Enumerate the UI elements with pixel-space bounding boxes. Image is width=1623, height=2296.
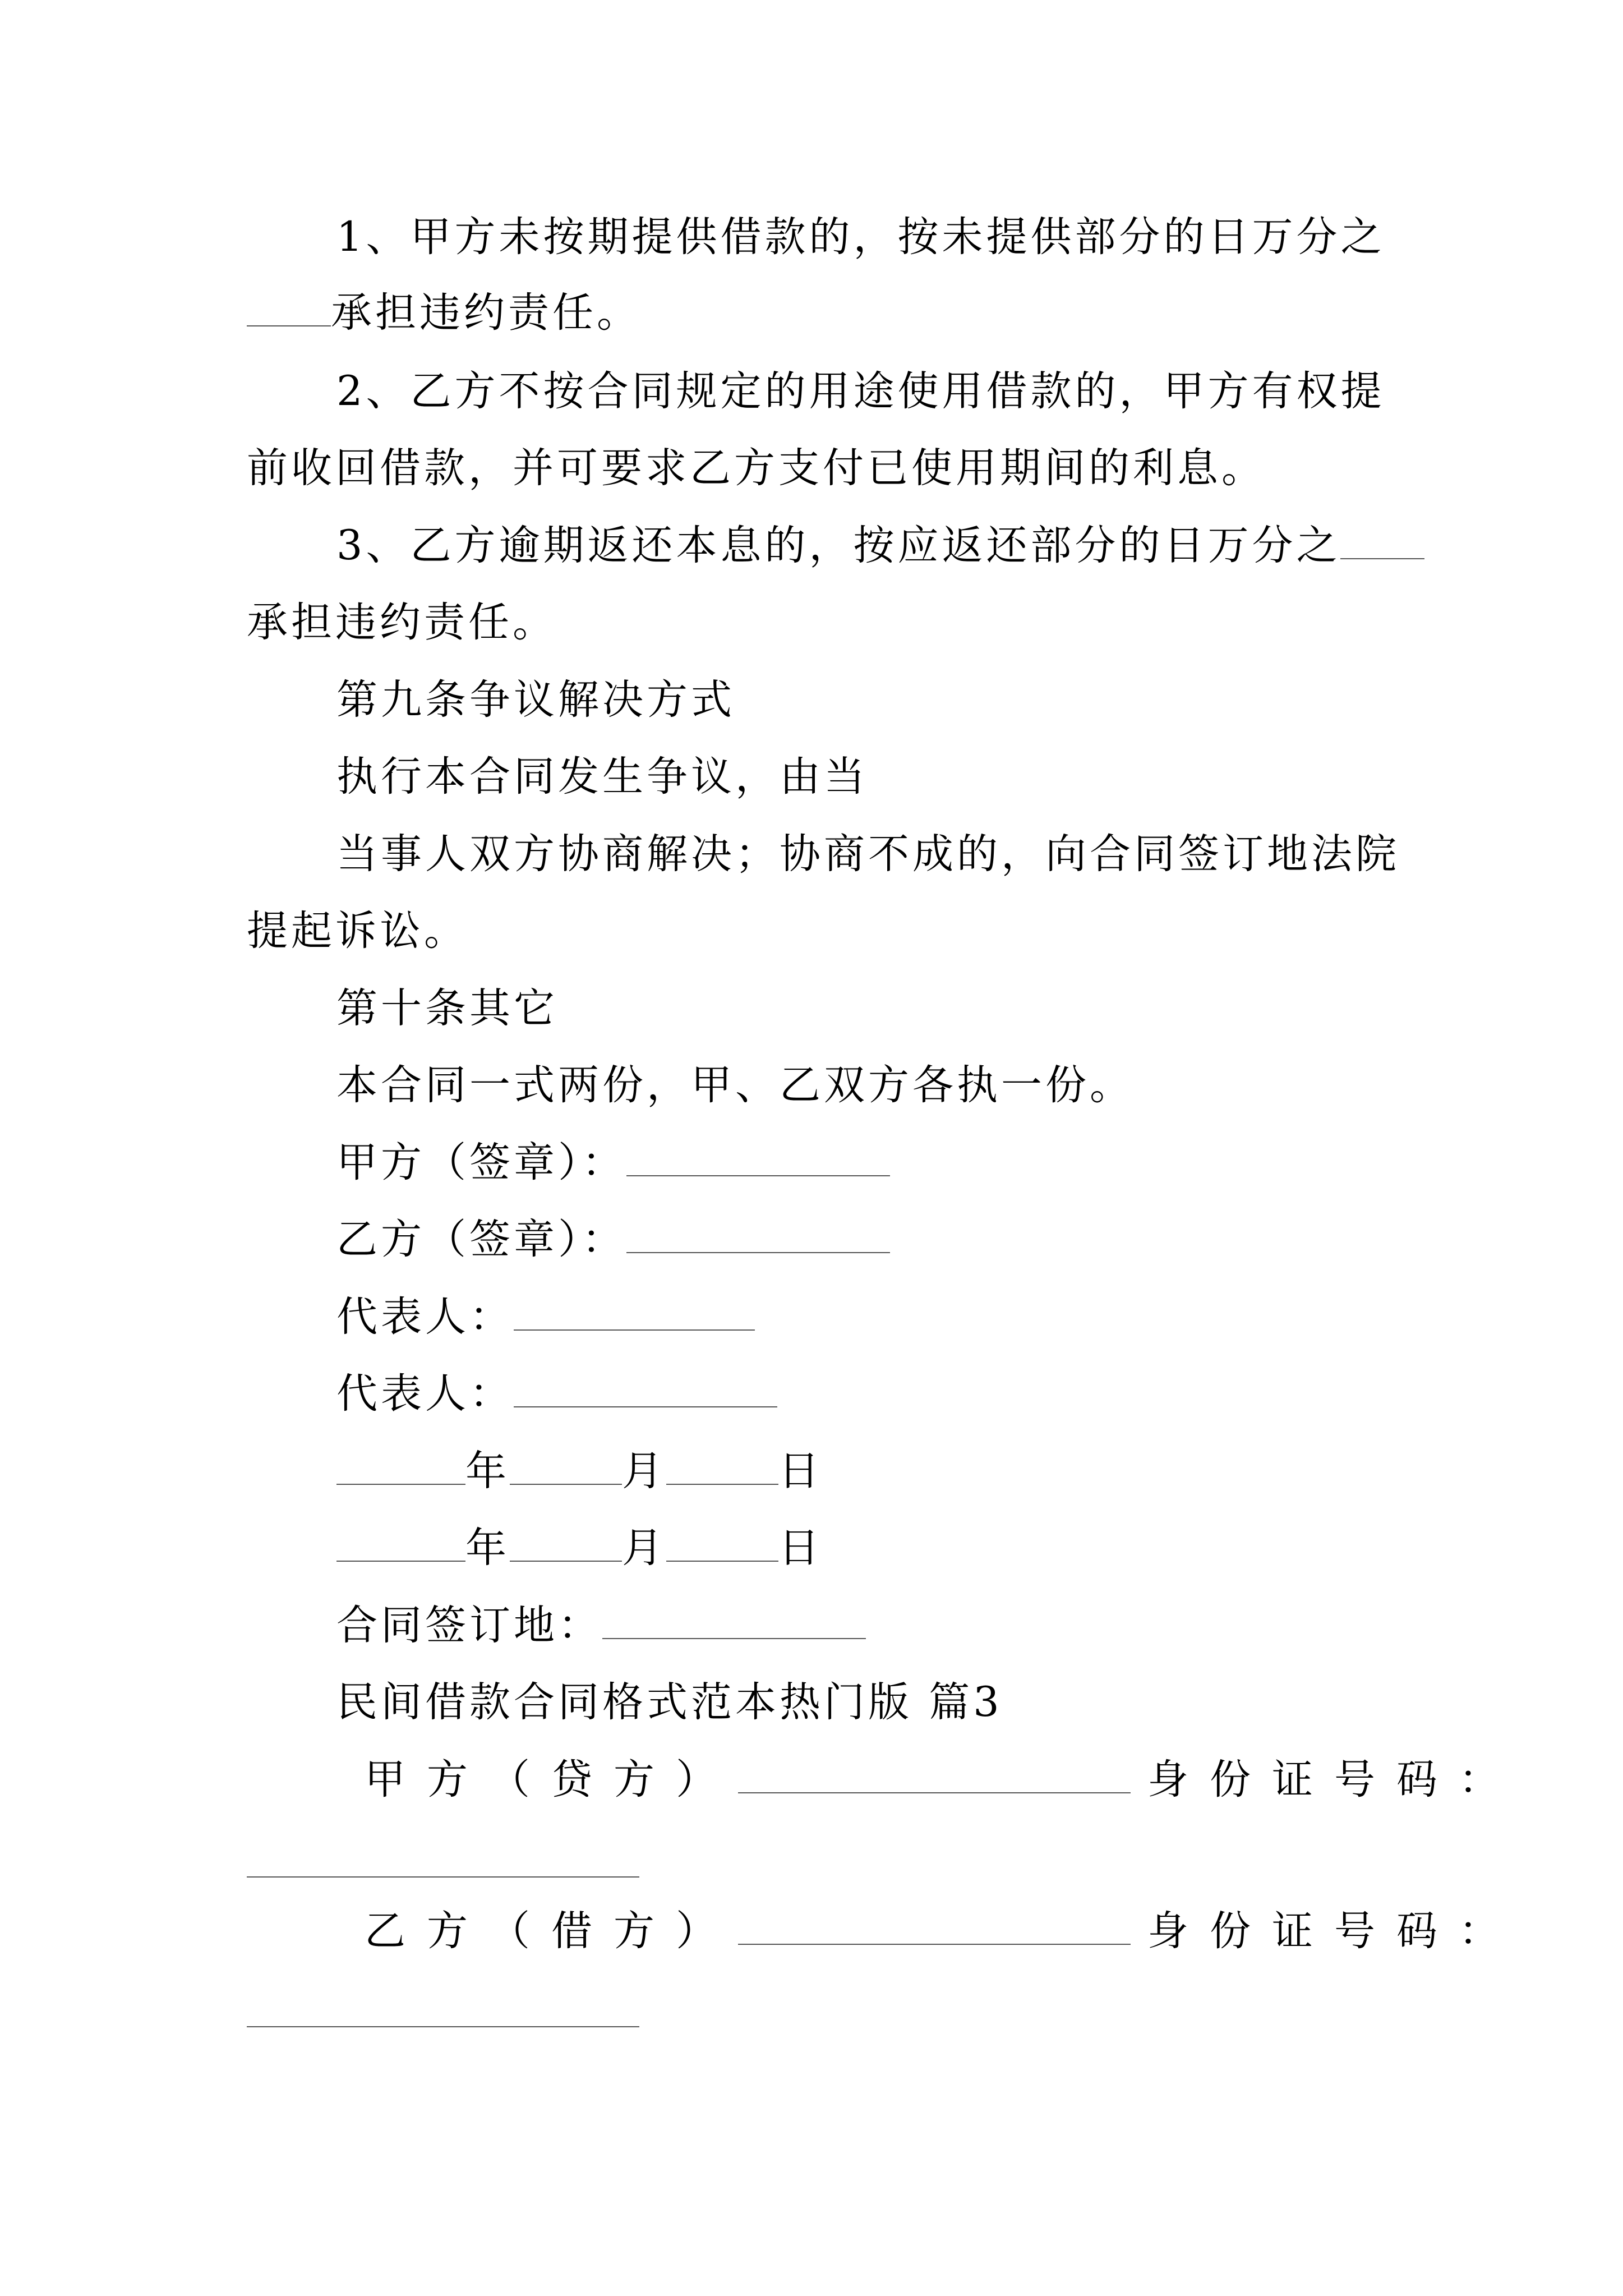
article-10-title: 第十条其它 — [336, 984, 558, 1032]
signing-place-blank — [602, 1603, 866, 1639]
day-blank-2 — [666, 1526, 778, 1562]
date-line-2 — [336, 1523, 823, 1573]
penalty-rate-blank-2 — [1340, 523, 1424, 559]
party-b-signature-label: 乙方（签章）： — [336, 1216, 626, 1263]
lender-name-blank — [738, 1757, 1131, 1793]
borrower-id-blank — [247, 2026, 639, 2027]
article-9-line-1: 执行本合同发生争议，由当 — [336, 753, 868, 800]
article-9-line-3: 提起诉讼。 — [247, 907, 468, 955]
year-label-2: 年 — [465, 1524, 510, 1572]
clause-3-line-1 — [336, 521, 1424, 571]
article-9-line-2: 当事人双方协商解决；协商不成的，向合同签订地法院 — [336, 830, 1400, 878]
month-blank-1 — [510, 1449, 622, 1485]
clause-3-line-1-text: 3、乙方逾期返还本息的，按应返还部分的日万分之 — [336, 522, 1341, 569]
party-a-signature-blank — [626, 1140, 890, 1176]
borrower-label: 乙方（借方） — [365, 1907, 738, 1955]
date-line-1 — [336, 1446, 823, 1497]
clause-1-line-2-text: 承担违约责任。 — [331, 289, 641, 337]
article-10-line-1: 本合同一式两份，甲、乙双方各执一份。 — [336, 1061, 1134, 1109]
month-label-2: 月 — [622, 1524, 666, 1572]
day-label-2: 日 — [778, 1524, 823, 1572]
year-blank-2 — [336, 1526, 465, 1562]
representative-1-blank — [514, 1295, 755, 1331]
signing-place-line — [336, 1600, 866, 1651]
lender-label: 甲方（贷方） — [365, 1756, 738, 1803]
representative-1-line — [336, 1292, 755, 1342]
representative-2-line — [336, 1369, 777, 1419]
party-b-signature-blank — [626, 1217, 890, 1253]
party-a-signature-line — [336, 1138, 890, 1188]
penalty-rate-blank-1 — [247, 291, 331, 326]
article-9-title: 第九条争议解决方式 — [336, 676, 735, 724]
representative-2-label: 代表人： — [336, 1370, 514, 1418]
month-blank-2 — [510, 1526, 622, 1562]
lender-id-label: 身份证号码： — [1147, 1756, 1521, 1803]
borrower-name-blank — [738, 1909, 1131, 1945]
year-blank-1 — [336, 1449, 465, 1485]
borrower-id-label: 身份证号码： — [1147, 1907, 1521, 1955]
clause-1-line-2 — [247, 288, 641, 338]
day-blank-1 — [666, 1449, 778, 1485]
signing-place-label: 合同签订地： — [336, 1602, 602, 1649]
day-label-1: 日 — [778, 1447, 823, 1495]
lender-id-blank — [247, 1876, 639, 1878]
borrower-line — [365, 1906, 1521, 1957]
section-3-heading: 民间借款合同格式范本热门版 篇3 — [336, 1678, 1003, 1726]
party-b-signature-line — [336, 1214, 890, 1265]
clause-2-line-1: 2、乙方不按合同规定的用途使用借款的，甲方有权提 — [336, 367, 1385, 415]
year-label-1: 年 — [465, 1447, 510, 1495]
lender-line — [365, 1755, 1521, 1805]
clause-1-line-1: 1、甲方未按期提供借款的，按未提供部分的日万分之 — [336, 213, 1385, 261]
representative-1-label: 代表人： — [336, 1293, 514, 1341]
representative-2-blank — [514, 1372, 777, 1407]
clause-2-line-2: 前收回借款，并可要求乙方支付已使用期间的利息。 — [247, 444, 1266, 492]
party-a-signature-label: 甲方（签章）： — [336, 1139, 626, 1186]
month-label-1: 月 — [622, 1447, 666, 1495]
clause-3-line-2: 承担违约责任。 — [247, 599, 557, 646]
